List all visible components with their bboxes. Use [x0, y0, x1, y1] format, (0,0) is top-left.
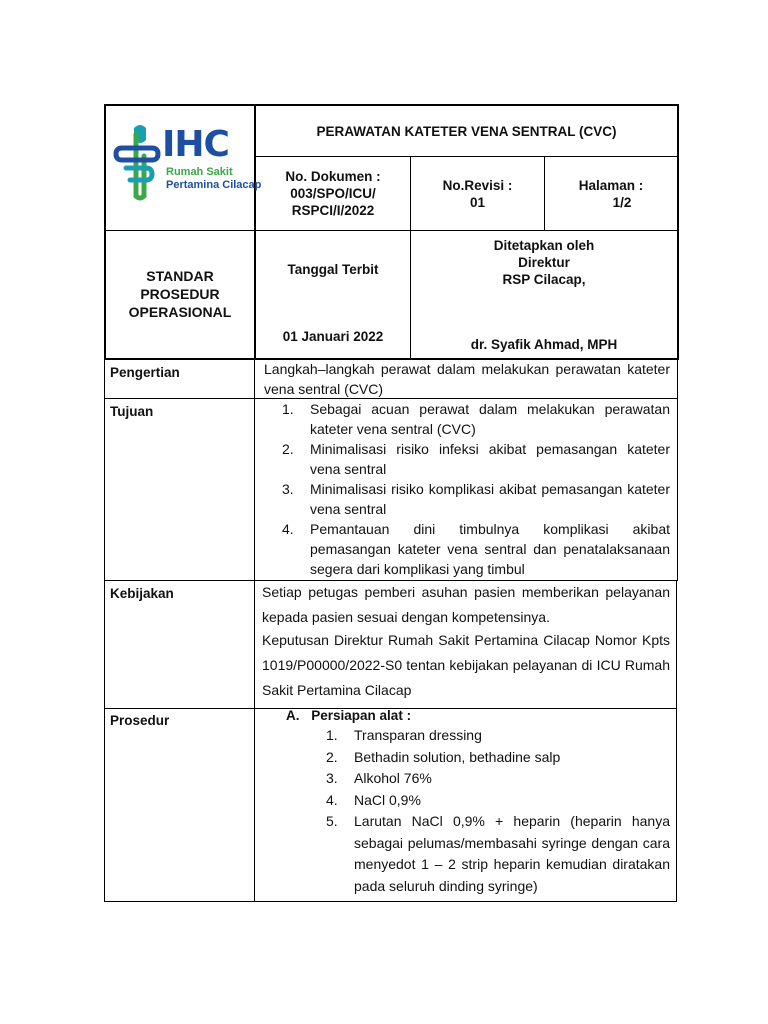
- tujuan-list: [262, 399, 670, 579]
- cross-logo-icon: [112, 122, 162, 202]
- list-item: 1. Sebagai acuan perawat dalam melakukan perawatan kateter vena sentral (CVC): [282, 401, 670, 437]
- tujuan-label: Tujuan: [110, 404, 154, 419]
- list-item: 2. Bethadin solution, bethadine salp: [326, 748, 561, 765]
- issue-date-label: Tanggal Terbit: [287, 262, 379, 277]
- approved-by: Ditetapkan oleh Direktur RSP Cilacap,: [493, 238, 595, 287]
- prosedur-label: Prosedur: [110, 713, 170, 728]
- kebijakan-p1: Setiap petugas pemberi asuhan pasien memberikan pelayanan kepada pasien sesuai dengan kompetensinya.: [262, 584, 670, 625]
- list-item: 4. NaCl 0,9%: [326, 791, 421, 808]
- logo-line1: Rumah Sakit: [166, 166, 233, 178]
- prosedur-subheading: A. Persiapan alat :: [286, 708, 412, 723]
- list-item: 1. Transparan dressing: [326, 727, 482, 743]
- sop-label: STANDAR PROSEDUR OPERASIONAL: [128, 268, 232, 320]
- logo-line2: Pertamina Cilacap: [166, 179, 262, 191]
- list-item: 2. Minimalisasi risiko infeksi akibat pemasangan kateter vena sentral: [282, 441, 670, 477]
- list-item: 4. Pemantauan dini timbulnya komplikasi akibat pemasangan kateter vena sentral dan penatalaksanaan segera dari komplikasi yang timbul: [282, 521, 670, 577]
- revision-cell: No.Revisi : 01: [442, 177, 513, 210]
- pengertian-label: Pengertian: [110, 365, 180, 380]
- logo-brand: IHC: [162, 124, 229, 165]
- issue-date: 01 Januari 2022: [282, 329, 384, 344]
- doc-number-cell: No. Dokumen : 003/SPO/ICU/ RSPCI/I/2022: [285, 169, 381, 218]
- document-title: PERAWATAN KATETER VENA SENTRAL (CVC): [316, 123, 617, 139]
- list-item: 3. Minimalisasi risiko komplikasi akibat pemasangan kateter vena sentral: [282, 481, 670, 517]
- kebijakan-p2: Keputusan Direktur Rumah Sakit Pertamina Cilacap Nomor Kpts 1019/P00000/2022-S0 tentan kebijakan pelayanan di ICU Rumah Sakit Pertamina Cilacap: [262, 632, 670, 698]
- page-cell: Halaman : 1/2: [578, 177, 644, 210]
- list-item: 5. Larutan NaCl 0,9% + heparin (heparin hanya sebagai pelumas/membasahi syringe dengan cara menyedot 1 – 2 strip heparin kemudian diratakan pada seluruh dinding syringe): [326, 813, 670, 894]
- prosedur-list: [306, 725, 670, 897]
- pengertian-text: Langkah–langkah perawat dalam melakukan perawatan kateter vena sentral (CVC): [264, 361, 670, 397]
- signer-name: dr. Syafik Ahmad, MPH: [470, 337, 618, 352]
- kebijakan-label: Kebijakan: [110, 586, 174, 601]
- hospital-logo: [110, 118, 262, 204]
- list-item: 3. Alkohol 76%: [326, 770, 432, 786]
